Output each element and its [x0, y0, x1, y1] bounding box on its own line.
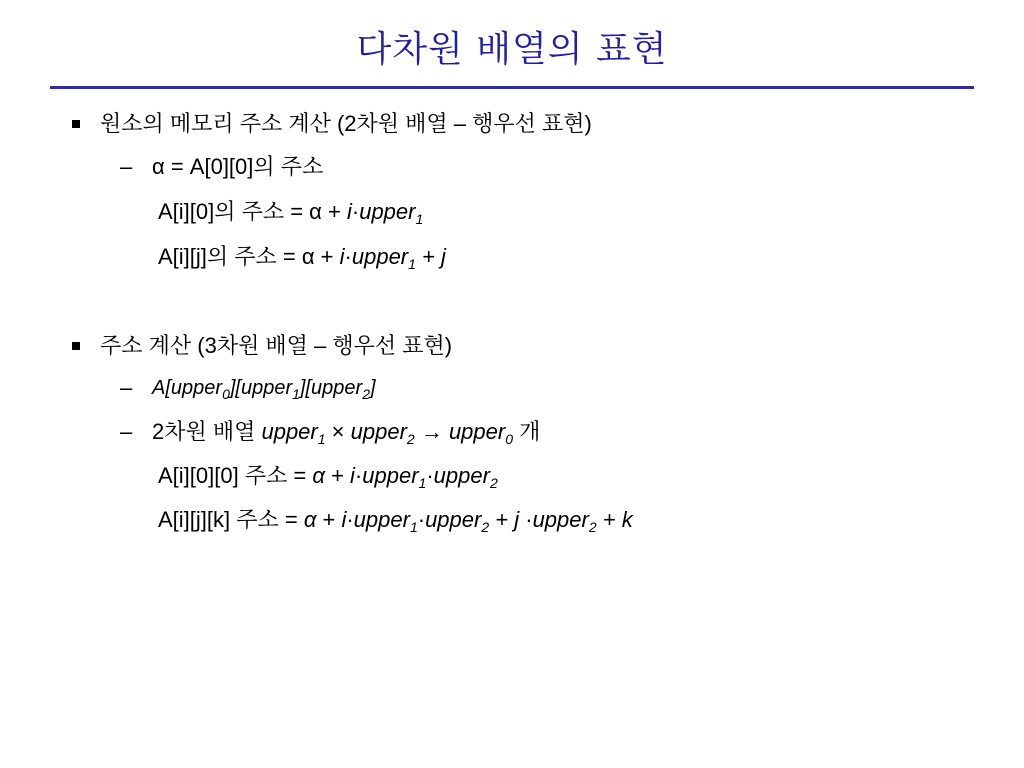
- var-j: j: [514, 507, 520, 532]
- plus: +: [324, 463, 351, 488]
- decl-c: ][upper: [299, 377, 363, 399]
- element-3d-address-formula: [158, 505, 633, 535]
- var-i: i: [339, 244, 345, 269]
- plus: +: [316, 507, 342, 532]
- var-upper: upper: [448, 419, 506, 444]
- title-underline: [50, 86, 974, 89]
- mid-dot: ·: [344, 244, 352, 269]
- decl-a: A[upper: [152, 377, 223, 399]
- elem-lhs: A[i][j]의 주소 = α +: [158, 244, 340, 269]
- var-upper: upper: [351, 244, 409, 269]
- plane-address-formula: [158, 461, 498, 491]
- var-upper: upper: [353, 507, 410, 532]
- var-j: j: [441, 244, 446, 269]
- var-upper: upper: [362, 463, 419, 488]
- decl-d: ]: [369, 377, 376, 399]
- var-upper: upper: [433, 463, 490, 488]
- section1-heading-a: 원소의 메모리 주소 계산 (: [100, 111, 345, 136]
- plus: +: [489, 507, 515, 532]
- alpha: α: [312, 463, 325, 488]
- section1-heading: [100, 109, 592, 139]
- elem3-lhs: A[i][j][k] 주소 =: [158, 507, 304, 532]
- mid-dot: ·: [519, 507, 533, 532]
- dash-icon: –: [120, 154, 133, 179]
- alpha-definition: α = A[0][0]의 주소: [152, 154, 324, 179]
- subscript: 1: [418, 475, 427, 491]
- decl-sub1: 1: [292, 386, 300, 402]
- slide-title: 다차원 배열의 표현: [356, 29, 668, 70]
- element-address-formula: [158, 242, 446, 272]
- decl-sub2: 2: [362, 386, 370, 402]
- alpha: α: [303, 507, 317, 532]
- section2-heading-a: 주소 계산 (: [100, 333, 205, 358]
- mid-dot: ·: [417, 507, 426, 532]
- row-address-formula: [158, 197, 423, 227]
- dash-icon: –: [120, 419, 133, 444]
- subscript: 2: [406, 431, 415, 447]
- decl-b: ][upper: [229, 377, 293, 399]
- plane-count-line: [152, 417, 540, 447]
- var-upper: upper: [350, 419, 407, 444]
- arrow-icon: →: [414, 419, 449, 444]
- mid-dot: ·: [351, 199, 360, 224]
- section1-heading-d: –: [453, 111, 467, 136]
- bullet-square-icon: [72, 342, 80, 350]
- section2-heading: [100, 331, 452, 361]
- section1-heading-e: 행우선 표현): [466, 111, 592, 136]
- subscript: 1: [317, 431, 326, 447]
- plane-lhs: A[i][0][0] 주소 =: [158, 463, 313, 488]
- section2-heading-c: 차원 배열: [216, 333, 315, 358]
- subscript: 1: [409, 519, 418, 535]
- subscript: 2: [489, 475, 498, 491]
- decl-sub0: 0: [222, 386, 230, 402]
- subscript: 1: [415, 211, 424, 227]
- bullet-square-icon: [72, 120, 80, 128]
- array-declaration: [152, 373, 376, 403]
- subscript: 2: [481, 519, 490, 535]
- plus: +: [415, 244, 442, 269]
- subscript: 1: [408, 256, 416, 272]
- count-end: 개: [513, 419, 541, 444]
- section2-heading-b: 3: [204, 333, 217, 358]
- var-upper: upper: [532, 507, 589, 532]
- row-lhs: A[i][0]의 주소 = α +: [158, 199, 347, 224]
- var-upper: upper: [425, 507, 482, 532]
- section2-heading-d: –: [314, 333, 327, 358]
- var-i: i: [350, 463, 355, 488]
- var-upper: upper: [359, 199, 416, 224]
- subscript: 2: [588, 519, 597, 535]
- var-i: i: [346, 199, 352, 224]
- plus: +: [596, 507, 622, 532]
- section1-heading-b: 2: [344, 111, 357, 136]
- subscript: 0: [505, 431, 514, 447]
- dash-icon: –: [120, 375, 133, 400]
- mid-dot: ·: [354, 463, 363, 488]
- var-i: i: [341, 507, 347, 532]
- count-a: 2차원 배열: [152, 419, 262, 444]
- times: ×: [325, 419, 351, 444]
- section2-heading-e: 행우선 표현): [326, 333, 453, 358]
- var-k: k: [621, 507, 633, 532]
- var-upper: upper: [261, 419, 318, 444]
- mid-dot: ·: [426, 463, 434, 488]
- section1-heading-c: 차원 배열: [356, 111, 454, 136]
- mid-dot: ·: [346, 507, 354, 532]
